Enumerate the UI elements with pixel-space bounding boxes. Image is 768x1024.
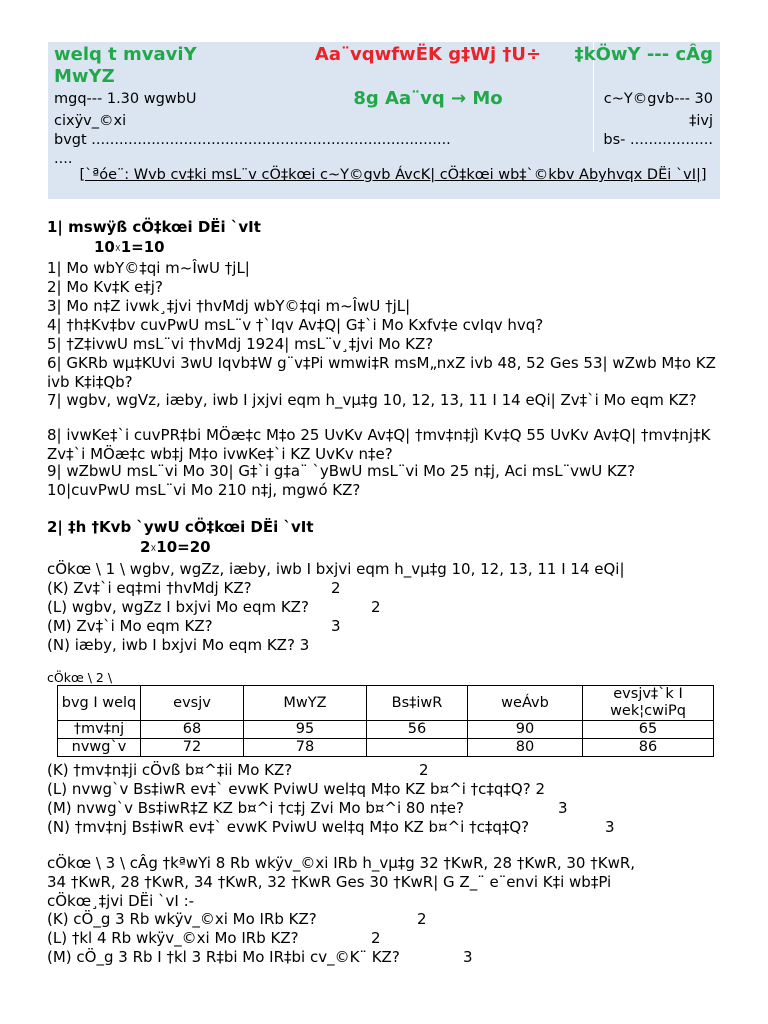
q2-part-m: (M) nvwg`v Bs‡iwR‡Z KZ b¤^i †c‡j Zvi Mo b¤^i 80 n‡e? 3	[47, 799, 568, 817]
table-header-cell: evsjv‡`k I wek¦cwiPq	[583, 686, 714, 721]
s1-question: 2| Mo Kv‡K e‡j?	[47, 278, 163, 296]
q3-stem-line2: 34 †KwR, 28 †KwR, 34 †KwR, 32 †KwR Ges 30 †KwR| G Z_¨ e¨envi K‡i wb‡Pi	[47, 873, 612, 891]
s1-question: 4| †h‡Kv‡bv cuvPwU msL¨v †`Iqv Av‡Q| G‡`i Mo Kxfv‡e cvIqv hvq?	[47, 316, 544, 334]
table-cell: 68	[141, 721, 244, 739]
table-cell: 65	[583, 721, 714, 739]
table-header-cell: Bs‡iwR	[367, 686, 468, 721]
q2-stem: cÖkœ \ 2 \	[47, 670, 113, 685]
q3-part-m: (M) cÖ_g 3 Rb I †kl 3 R‡bi Mo IR‡bi cv_©K¨ KZ? 3	[47, 948, 473, 966]
section2-title: 2| ‡h †Kvb `ywU cÖ‡kœi DËi `vIt	[47, 518, 314, 536]
table-cell: 78	[244, 739, 367, 757]
q2-part-n: (N) †mv‡nj Bs‡iwR ev‡` evwK PviwU wel‡q M‡o KZ b¤^i †c‡q‡Q? 3	[47, 818, 615, 836]
exam-header	[48, 42, 720, 199]
table-header-cell: weÁvb	[468, 686, 583, 721]
section2-marks: 2☓10=20	[140, 538, 211, 556]
table-header-row	[58, 686, 714, 721]
q1-stem: cÖkœ \ 1 \ wgbv, wgZz, iæby, iwb I bxjvi eqm h_vµ‡g 10, 12, 13, 11 I 14 eQi|	[47, 560, 625, 578]
table-cell	[367, 739, 468, 757]
table-cell: 95	[244, 721, 367, 739]
table-header-cell: MwYZ	[244, 686, 367, 721]
time-label: mgq--- 1.30 wgwbU	[54, 91, 197, 107]
table-cell: †mv‡nj	[58, 721, 141, 739]
number-field: bs- ..................	[603, 132, 713, 148]
examinee-label: cixÿv_©xi	[54, 113, 127, 129]
marks-table	[57, 685, 714, 757]
s1-question: 1| Mo wbY©‡qi m~ÎwU †jL|	[47, 259, 250, 277]
table-cell: nvwg`v	[58, 739, 141, 757]
table-row	[58, 721, 714, 739]
chapter-label: 8g Aa¨vq → Mo	[353, 88, 503, 109]
s1-question: 10|cuvPwU msL¨vi Mo 210 n‡j, mgwó KZ?	[47, 481, 361, 499]
table-cell: 56	[367, 721, 468, 739]
q2-part-l: (L) nvwg`v Bs‡iwR ev‡` evwK PviwU wel‡q M‡o KZ b¤^i †c‡q‡Q? 2	[47, 780, 545, 798]
table-header-cell: bvg I welq	[58, 686, 141, 721]
name-field-continuation: ....	[54, 151, 73, 167]
q1-part-k: (K) Zv‡`i eq‡mi †hvMdj KZ? 2	[47, 579, 341, 597]
instruction-note: [`ªóe¨: Wvb cv‡ki msL¨v cÖ‡kœi c~Y©gvb ÁvcK| cÖ‡kœi wb‡`©kbv Abyhvqx DËi `vI|]	[79, 167, 707, 183]
table-header-cell: evsjv	[141, 686, 244, 721]
q1-part-n: (N) iæby, iwb I bxjvi Mo eqm KZ? 3	[47, 636, 310, 654]
q3-stem-line1: cÖkœ \ 3 \ cÂg †kªwYi 8 Rb wkÿv_©xi IRb h_vµ‡g 32 †KwR, 28 †KwR, 30 †KwR,	[47, 854, 636, 872]
full-marks-label: c~Y©gvb--- 30	[603, 91, 713, 107]
s1-question: 7| wgbv, wgVz, iæby, iwb I jxjvi eqm h_vµ‡g 10, 12, 13, 11 I 14 eQi| Zv‡`i Mo eqm KZ?	[47, 391, 697, 409]
table-cell: 72	[141, 739, 244, 757]
table-row	[58, 739, 714, 757]
table-cell: 80	[468, 739, 583, 757]
q1-part-m: (M) Zv‡`i Mo eqm KZ? 3	[47, 617, 341, 635]
school-name: welq t mvaviY MwYZ	[54, 44, 197, 87]
s1-question: 3| Mo n‡Z ivwk¸‡jvi †hvMdj wbY©‡qi m~ÎwU †jL|	[47, 297, 411, 315]
s1-question: 5| †Z‡ivwU msL¨vi †hvMdj 1924| msL¨v¸‡jvi Mo KZ?	[47, 335, 434, 353]
test-title: Aa¨vqwfwËK g‡Wj †U÷	[314, 44, 542, 65]
section1-title: 1| mswÿß cÖ‡kœi DËi `vIt	[47, 218, 261, 236]
q3-part-k: (K) cÖ_g 3 Rb wkÿv_©xi Mo IRb KZ? 2	[47, 910, 427, 928]
q3-stem-line3: cÖkœ¸‡jvi DËi `vI :-	[47, 892, 195, 910]
q3-part-l: (L) †kl 4 Rb wkÿv_©xi Mo IRb KZ? 2	[47, 929, 381, 947]
s1-question: 8| ivwKe‡`i cuvPR‡bi MÖæ‡c M‡o 25 UvKv Av‡Q| †mv‡n‡jì Kv‡Q 55 UvKv Av‡Q| †mv‡nj‡K Zv‡`i MÖæ‡c wb‡j M‡o ivwKe‡`i KZ UvKv n‡e?	[47, 426, 711, 463]
s1-question: 9| wZbwU msL¨vi Mo 30| G‡`i g‡a¨ `yBwU msL¨vi Mo 25 n‡j, Aci msL¨vwU KZ?	[47, 462, 636, 480]
class-label: ‡kÖwY --- cÂg	[574, 44, 713, 65]
q2-part-k: (K) †mv‡n‡ji cÖvß b¤^‡ii Mo KZ? 2	[47, 761, 429, 779]
section1-marks: 10☓1=10	[94, 238, 165, 256]
roll-label: ‡ivj	[689, 113, 713, 129]
table-cell: 90	[468, 721, 583, 739]
name-field: bvgt ..............................................................................	[54, 132, 451, 148]
s1-question: 6| GKRb wµ‡KUvi 3wU Iqvb‡W g¨v‡Pi wmwi‡R msM„nxZ ivb 48, 52 Ges 53| wZwb M‡o KZ ivb K‡i‡Qb?	[47, 354, 716, 391]
q1-part-l: (L) wgbv, wgZz I bxjvi Mo eqm KZ? 2	[47, 598, 381, 616]
table-cell: 86	[583, 739, 714, 757]
